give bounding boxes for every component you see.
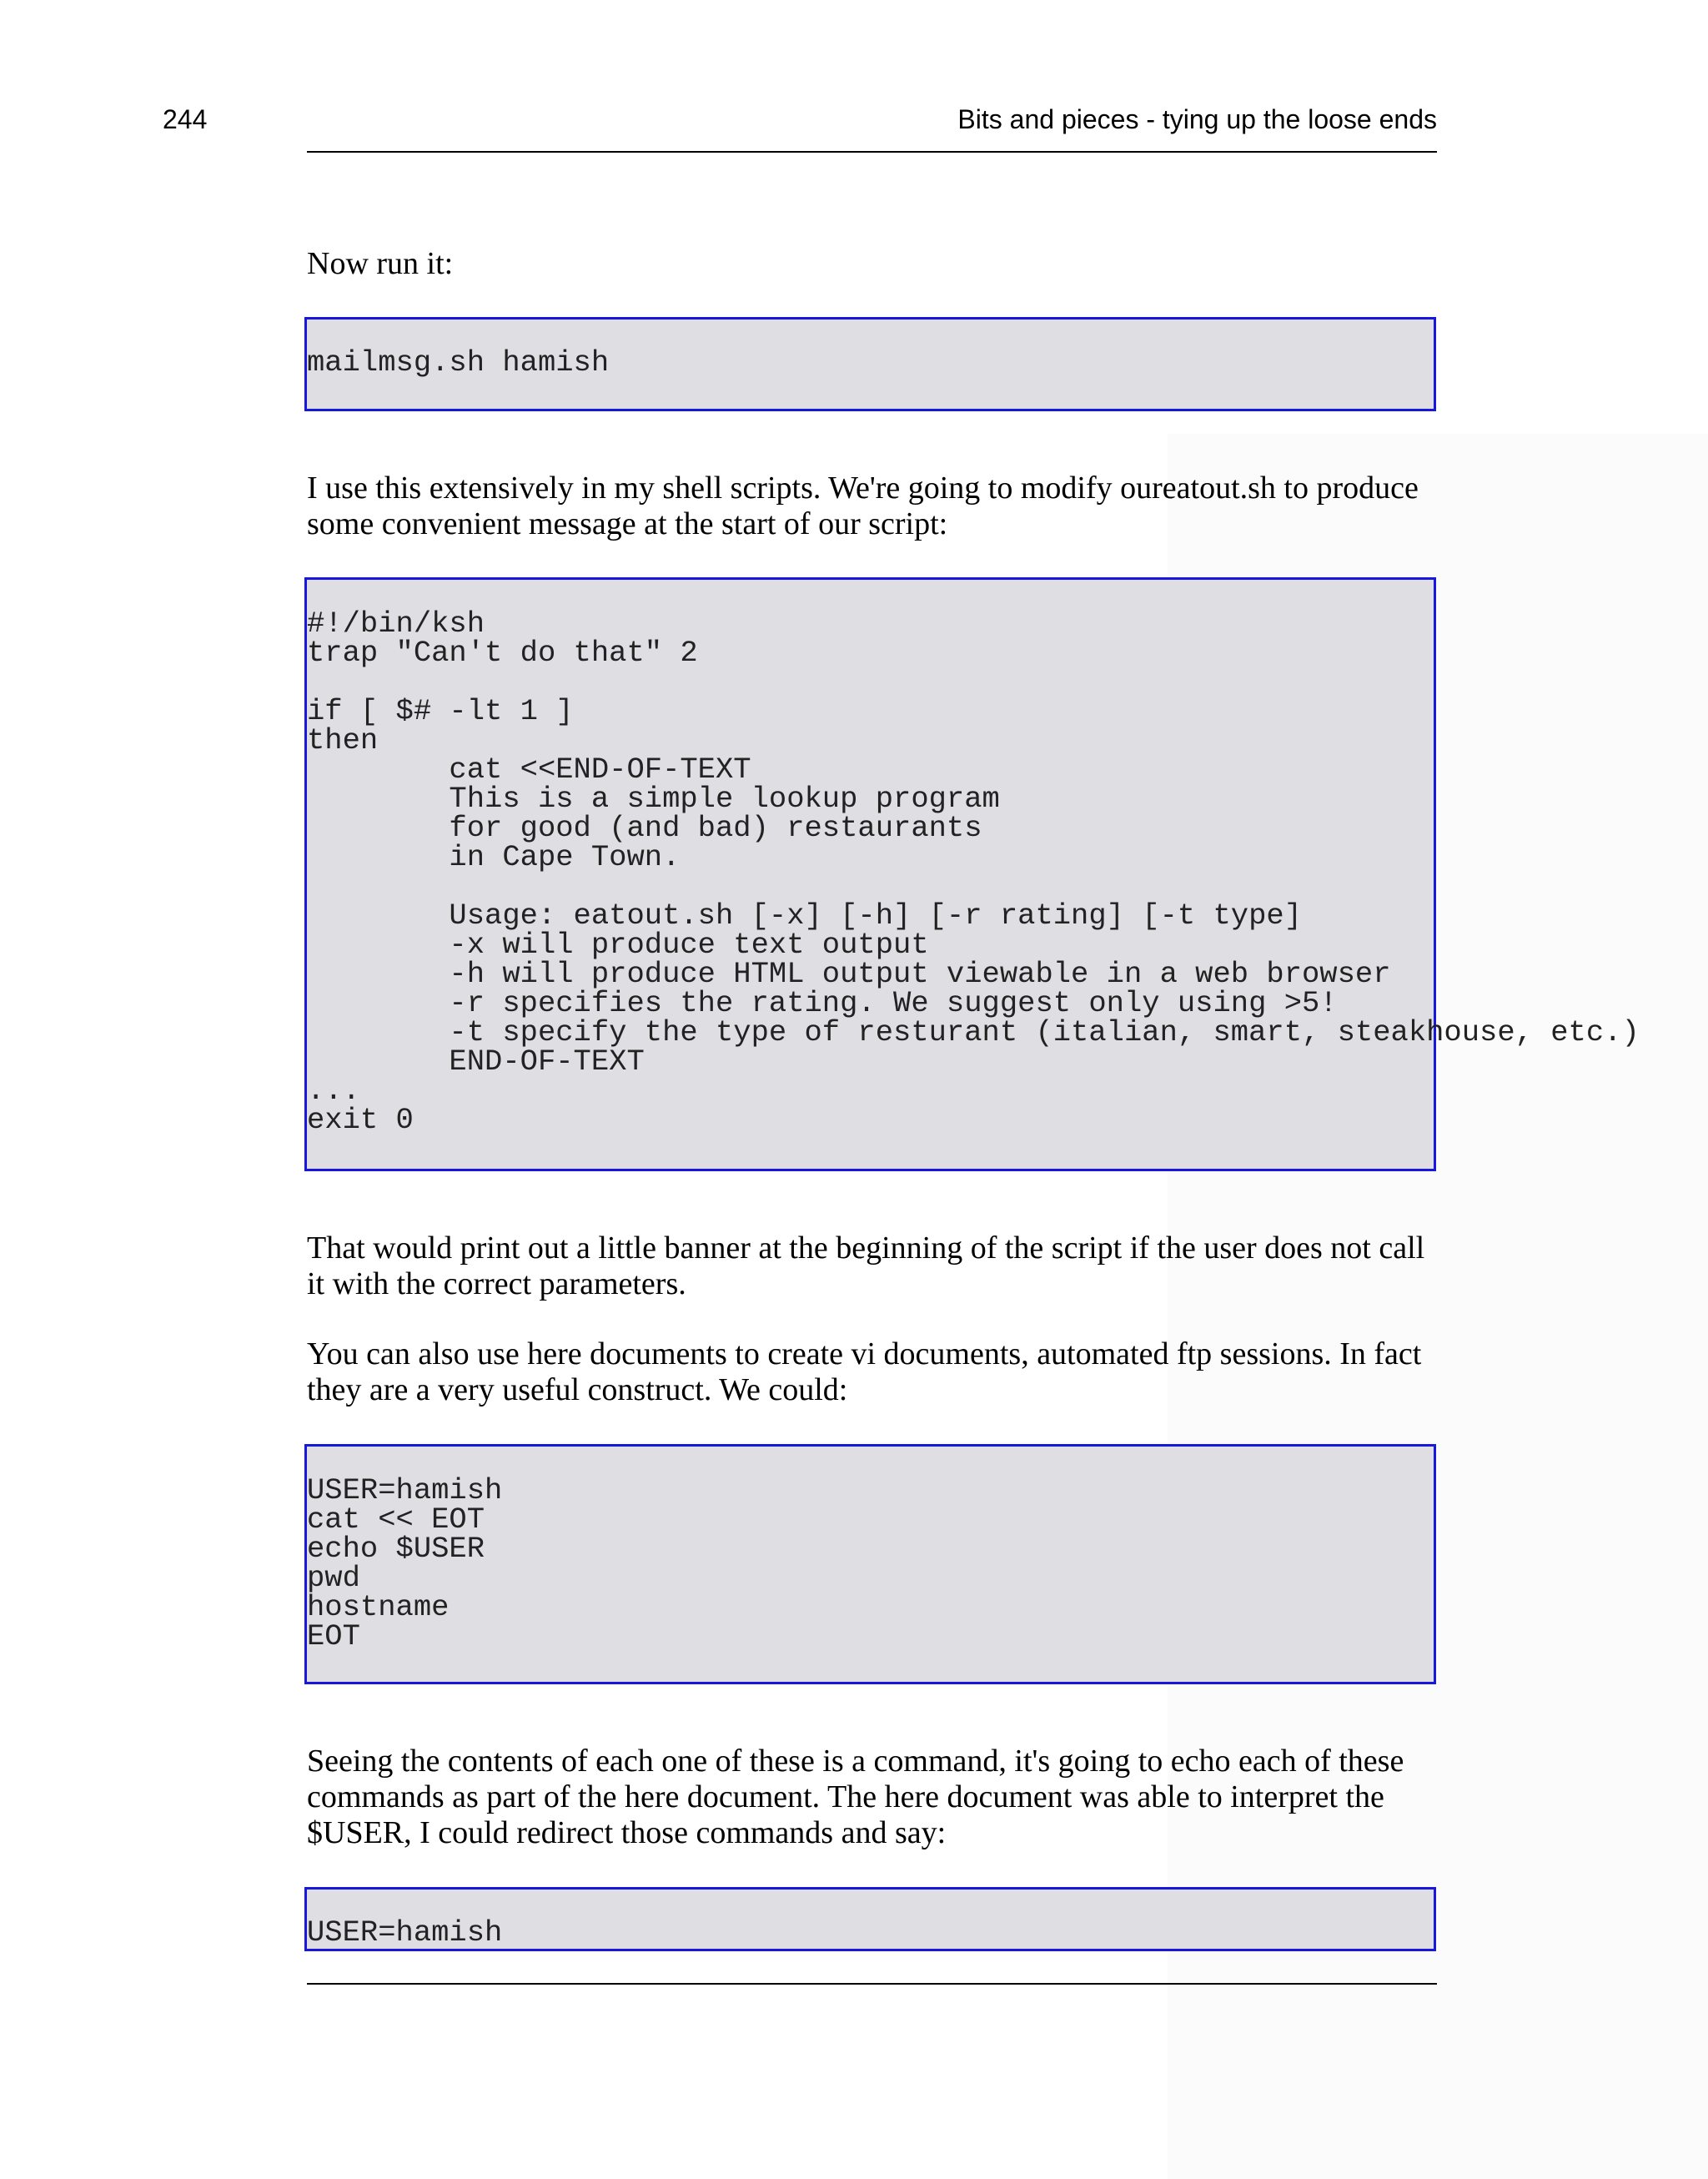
header-rule	[307, 151, 1437, 153]
code-block-here-document	[304, 1444, 1436, 1684]
running-header-title: Bits and pieces - tying up the loose ends	[957, 104, 1437, 134]
paragraph-banner: That would print out a little banner at the beginning of the script if the user does not call it with the correct parameters.	[307, 1230, 1425, 1301]
paragraph-here-documents: You can also use here documents to create vi documents, automated ftp sessions. In fact they are a very useful construct. We could:	[307, 1336, 1422, 1407]
footer-rule	[307, 1983, 1437, 1985]
code-text: #!/bin/ksh trap "Can't do that" 2 if [ $# -lt 1 ] then cat <<END-OF-TEXT This is a simple lookup program for good (and bad) restaurants in Cape Town. Usage: eatout.sh [-x] [-h] [-r rating] [-t type] -x will produce text output -h will produce HTML output viewable in a web browser -r specifies the rating. We suggest only using >5! -t specify the type of resturant (italian, smart, steakhouse, etc.) END-OF-TEXT ... exit 0	[307, 606, 1640, 1137]
page-number: 244	[163, 104, 208, 134]
code-block-mailmsg	[304, 317, 1436, 411]
paragraph-shell-scripts: I use this extensively in my shell scripts. We're going to modify oureatout.sh to produce some convenient message at the start of our script:	[307, 471, 1419, 541]
paragraph-now-run-it: Now run it:	[307, 246, 454, 281]
code-text: USER=hamish cat << EOT echo $USER pwd hostname EOT	[307, 1473, 503, 1653]
paragraph-redirect: Seeing the contents of each one of these is a command, it's going to echo each of these commands as part of the here document. The here document was able to interpret the $USER, I could redirect those commands and say:	[307, 1744, 1404, 1850]
code-text: USER=hamish	[307, 1915, 503, 1950]
code-block-user-continued	[304, 1887, 1436, 1951]
code-text: mailmsg.sh hamish	[307, 345, 610, 380]
code-block-eatout-script	[304, 577, 1640, 1171]
